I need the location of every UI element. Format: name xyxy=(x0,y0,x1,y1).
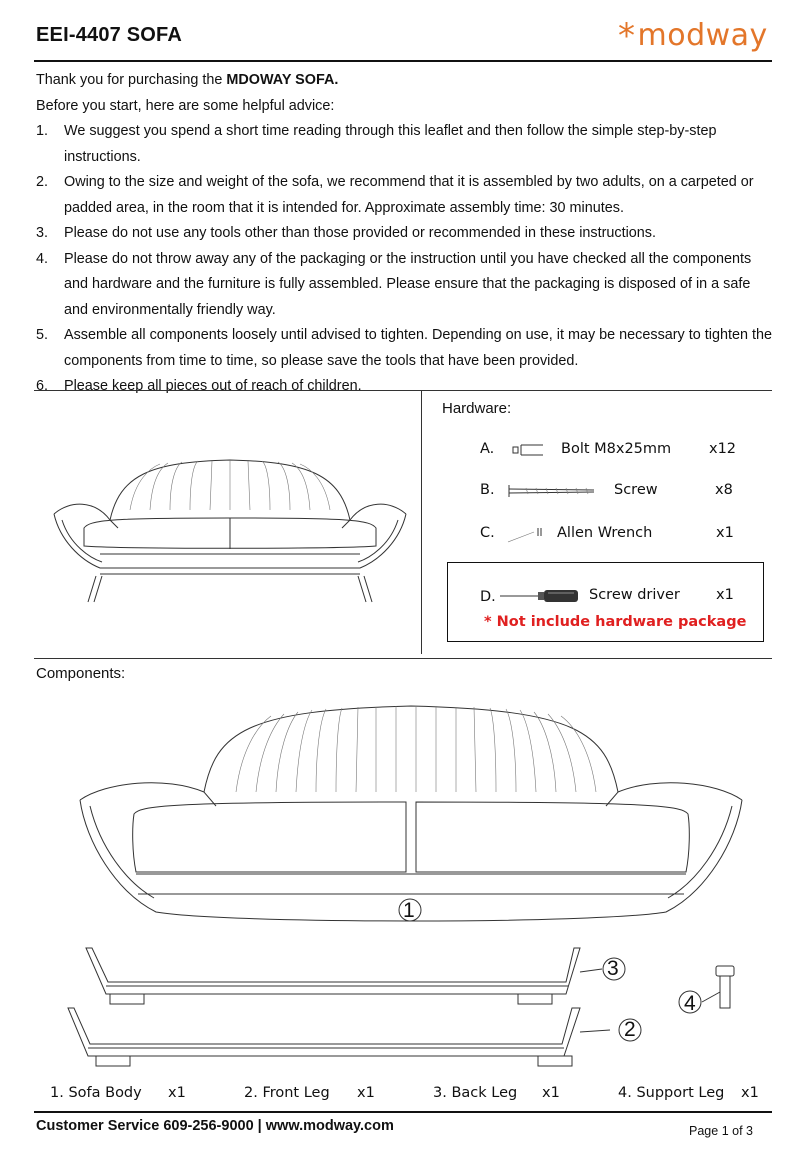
page-number: Page 1 of 3 xyxy=(689,1124,753,1138)
website-link[interactable]: www.modway.com xyxy=(265,1118,394,1134)
caption-sofa-body: 1. Sofa Body xyxy=(50,1085,142,1101)
hardware-title: Hardware: xyxy=(442,400,512,417)
hardware-name-allen-wrench: Allen Wrench xyxy=(557,525,653,541)
customer-service: Customer Service 609-256-9000 xyxy=(36,1118,254,1134)
advice-item: 6. Please keep all pieces out of reach of children. xyxy=(36,378,362,394)
advice-line: Before you start, here are some helpful advice: xyxy=(36,97,335,114)
caption-back-leg: 3. Back Leg xyxy=(433,1085,518,1101)
logo-star-icon: * xyxy=(618,16,636,56)
intro-section xyxy=(36,68,776,400)
footer-separator: | xyxy=(257,1118,262,1134)
footer-divider xyxy=(34,1111,772,1113)
hardware-note: * Not include hardware package xyxy=(484,614,747,630)
caption-sofa-body-qty: x1 xyxy=(168,1085,186,1101)
callout-1: 1 xyxy=(403,899,415,922)
product-name: MDOWAY SOFA. xyxy=(226,72,339,88)
hardware-name-screw: Screw xyxy=(614,482,658,498)
allen-wrench-icon xyxy=(506,526,546,544)
column-divider xyxy=(421,391,422,654)
screw-icon xyxy=(506,484,598,498)
hardware-letter-a: A. xyxy=(480,441,495,457)
sofa-overview-illustration xyxy=(40,450,420,610)
hardware-qty-screwdriver: x1 xyxy=(716,587,734,603)
advice-item: 2. Owing to the size and weight of the sofa, we recommend that it is assembled by two adults, on a carpeted or padded area, in the room that it is intended for. Approximate assembly time: 30 minutes. xyxy=(36,174,754,216)
logo-text: modway xyxy=(637,18,768,53)
components-title: Components: xyxy=(36,665,126,682)
hardware-qty-allen-wrench: x1 xyxy=(716,525,734,541)
caption-front-leg: 2. Front Leg xyxy=(244,1085,330,1101)
caption-back-leg-qty: x1 xyxy=(542,1085,560,1101)
hardware-name-screwdriver: Screw driver xyxy=(589,587,680,603)
advice-item: 4. Please do not throw away any of the packaging or the instruction until you have checked all the components and hardware and the furniture is fully assembled. Please ensure that the packaging is disposed of in a safe and environmentally friendly way. xyxy=(36,250,752,318)
caption-support-leg-qty: x1 xyxy=(741,1085,759,1101)
advice-item: 1. We suggest you spend a short time reading through this leaflet and then follow the simple step-by-step instructions. xyxy=(36,123,717,165)
advice-item: 5. Assemble all components loosely until advised to tighten. Depending on use, it may be necessary to tighten the components from time to time, so please save the tools that have been provided. xyxy=(36,327,772,369)
section-divider xyxy=(34,390,772,391)
advice-item: 3. Please do not use any tools other than those provided or recommended in these instructions. xyxy=(36,225,656,241)
front-leg-illustration xyxy=(64,1004,654,1074)
caption-front-leg-qty: x1 xyxy=(357,1085,375,1101)
hardware-letter-c: C. xyxy=(480,525,495,541)
section-divider xyxy=(34,658,772,659)
document-title: EEI-4407 SOFA xyxy=(36,24,182,46)
hardware-letter-b: B. xyxy=(480,482,495,498)
screwdriver-icon xyxy=(498,588,582,604)
modway-logo xyxy=(618,14,768,54)
hardware-name-bolt: Bolt M8x25mm xyxy=(561,441,672,457)
callout-3: 3 xyxy=(607,957,619,980)
callout-2: 2 xyxy=(624,1018,636,1041)
hardware-qty-screw: x8 xyxy=(715,482,733,498)
caption-support-leg: 4. Support Leg xyxy=(618,1085,725,1101)
thanks-line: Thank you for purchasing the MDOWAY SOFA. xyxy=(36,72,339,88)
header-divider xyxy=(34,60,772,62)
hardware-qty-bolt: x12 xyxy=(709,441,737,457)
advice-list xyxy=(36,119,776,400)
bolt-icon xyxy=(511,444,547,456)
hardware-letter-d: D. xyxy=(480,589,496,605)
callout-4: 4 xyxy=(684,992,696,1015)
footer-contact xyxy=(36,1118,394,1134)
